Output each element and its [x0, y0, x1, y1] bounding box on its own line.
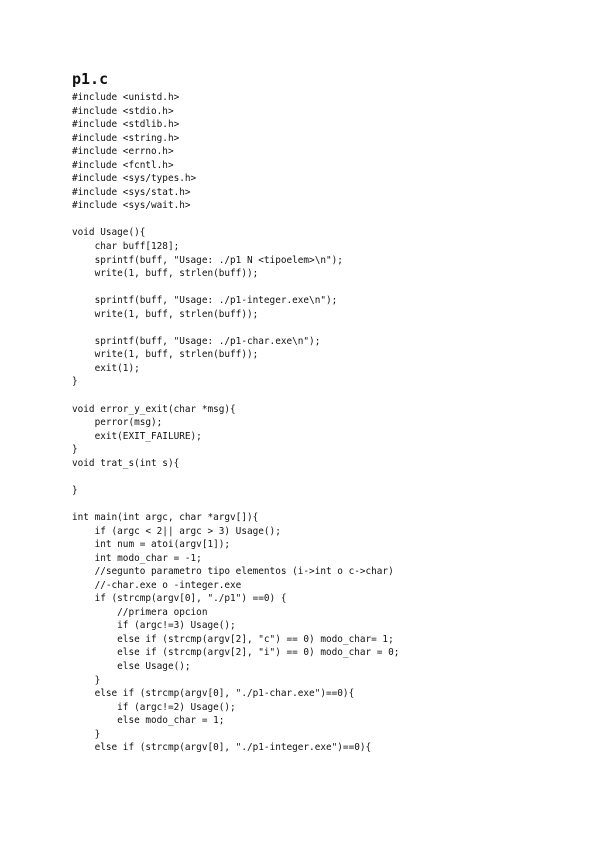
code-line: void trat_s(int s){ — [72, 457, 180, 469]
code-line: exit(EXIT_FAILURE); — [72, 430, 202, 442]
code-line — [72, 470, 399, 484]
code-line: write(1, buff, strlen(buff)); — [72, 308, 259, 320]
code-line: int num = atoi(argv[1]); — [72, 539, 231, 551]
code-line: exit(1); — [72, 362, 140, 374]
code-line: if (argc < 2|| argc > 3) Usage(); — [72, 525, 281, 537]
code-line: perror(msg); — [72, 417, 163, 429]
code-line: if (argc!=2) Usage(); — [72, 701, 236, 713]
code-listing — [72, 91, 399, 755]
code-line: #include <sys/types.h> — [72, 173, 197, 185]
code-line: sprintf(buff, "Usage: ./p1-integer.exe\n"); — [72, 295, 338, 307]
code-line: else if (strcmp(argv[2], "c") == 0) modo_char= 1; — [72, 633, 394, 645]
code-line — [72, 213, 399, 227]
code-line: write(1, buff, strlen(buff)); — [72, 349, 259, 361]
code-line: char buff[128]; — [72, 241, 180, 253]
code-line: } — [72, 376, 78, 388]
code-line: #include <string.h> — [72, 132, 180, 144]
code-line: if (argc!=3) Usage(); — [72, 620, 236, 632]
code-line: else if (strcmp(argv[2], "i") == 0) modo_char = 0; — [72, 647, 400, 659]
code-line: #include <stdlib.h> — [72, 119, 180, 131]
code-line: //primera opcion — [72, 606, 208, 618]
code-line: #include <unistd.h> — [72, 92, 180, 103]
code-line: else if (strcmp(argv[0], "./p1-integer.exe")==0){ — [72, 742, 372, 754]
document-title: p1.c — [72, 70, 109, 88]
code-line: else if (strcmp(argv[0], "./p1-char.exe")==0){ — [72, 688, 355, 700]
code-line: write(1, buff, strlen(buff)); — [72, 268, 259, 280]
code-line: else modo_char = 1; — [72, 715, 225, 727]
code-line: #include <stdio.h> — [72, 105, 174, 117]
code-line: #include <sys/stat.h> — [72, 186, 191, 198]
code-line: void Usage(){ — [72, 227, 146, 239]
code-line: void error_y_exit(char *msg){ — [72, 403, 236, 415]
code-line: if (strcmp(argv[0], "./p1") ==0) { — [72, 593, 287, 605]
code-line: //-char.exe o -integer.exe — [72, 579, 242, 591]
code-line — [72, 389, 399, 403]
code-line: int modo_char = -1; — [72, 552, 202, 564]
code-line: #include <sys/wait.h> — [72, 200, 191, 212]
code-line: } — [72, 674, 101, 686]
code-line: #include <errno.h> — [72, 146, 174, 158]
code-line: sprintf(buff, "Usage: ./p1-char.exe\n"); — [72, 335, 321, 347]
code-line — [72, 281, 399, 295]
code-line: else Usage(); — [72, 660, 191, 672]
code-line: #include <fcntl.h> — [72, 159, 174, 171]
code-line — [72, 321, 399, 335]
code-line: //segunto parametro tipo elementos (i->int o c->char) — [72, 566, 394, 578]
code-line — [72, 497, 399, 511]
code-line: int main(int argc, char *argv[]){ — [72, 511, 259, 523]
code-line: } — [72, 728, 101, 740]
code-line: sprintf(buff, "Usage: ./p1 N <tipoelem>\n"); — [72, 254, 343, 266]
code-line: } — [72, 444, 78, 456]
code-line: } — [72, 484, 78, 496]
